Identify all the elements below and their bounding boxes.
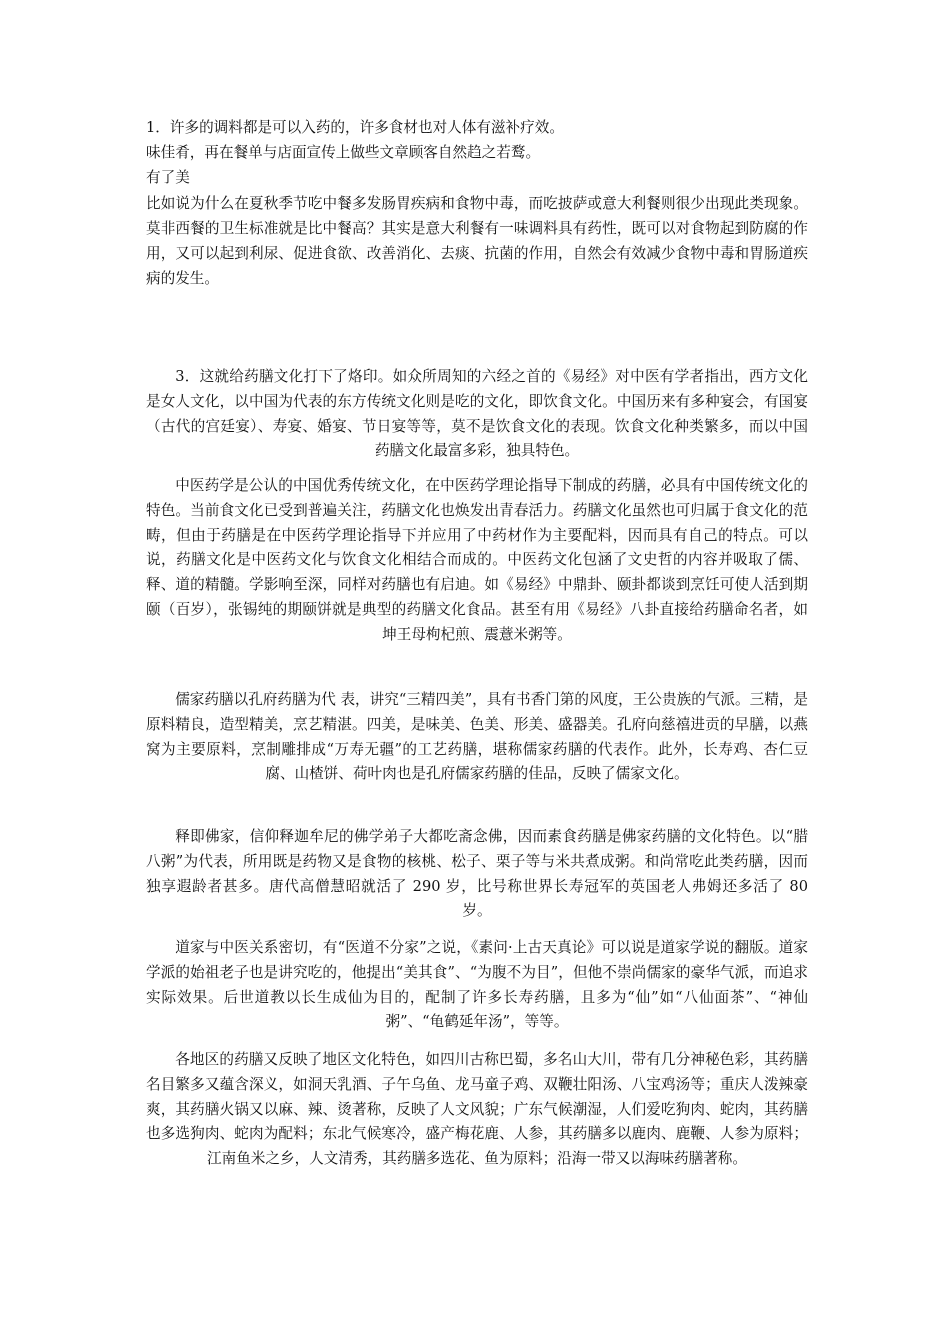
intro-line-1: 1．许多的调料都是可以入药的，许多食材也对人体有滋补疗效。: [146, 119, 564, 136]
paragraph-confucian: 儒家药膳以孔府药膳为代 表，讲究“三精四美”，具有书香门第的风度，王公贵族的气派。三精，是原料精良，造型精美，烹艺精湛。四美，是味美、色美、形美、盛器美。孔府向慈禧进贡的早膳，以燕窝为主要原料，烹制雕排成“万寿无疆”的工艺药膳，堪称儒家药膳的代表作。此外，长寿鸡、杏仁豆腐、山楂饼、荷叶肉也是孔府儒家药膳的佳品，反映了儒家文化。: [146, 691, 808, 783]
paragraph-tcm-culture: 中医药学是公认的中国优秀传统文化，在中医药学理论指导下制成的药膳，必具有中国传统文化的特色。当前食文化已受到普遍关注，药膳文化也焕发出青春活力。药膳文化虽然也可归属于食文化的范畴，但由于药膳是在中医药学理论指导下并应用了中药材作为主要配料，因而具有自己的特点。可以说，药膳文化是中医药文化与饮食文化相结合而成的。中医药文化包涵了文史哲的内容并吸取了儒、释、道的精髓。学影响至深，同样对药膳也有启迪。如《易经》中鼎卦、颐卦都谈到烹饪可使人活到期颐（百岁），张锡纯的期颐饼就是典型的药膳文化食品。甚至有用《易经》八卦直接给药膳命名者，如坤王母枸杞煎、震薏米粥等。: [146, 477, 808, 643]
paragraph-regional: 各地区的药膳又反映了地区文化特色，如四川古称巴蜀，多名山大川，带有几分神秘色彩，其药膳名目繁多又蕴含深义，如洞天乳酒、子午乌鱼、龙马童子鸡、双鞭壮阳汤、八宝鸡汤等；重庆人泼辣豪爽，其药膳火锅又以麻、辣、烫著称，反映了人文风貌；广东气候潮湿，人们爱吃狗肉、蛇肉，其药膳也多选狗肉、蛇肉为配料；东北气候寒冷，盛产梅花鹿、人参，其药膳多以鹿肉、鹿鞭、人参为原料；江南鱼米之乡，人文清秀，其药膳多选花、鱼为原料；沿海一带又以海味药膳著称。: [146, 1051, 808, 1168]
paragraph-taoist: 道家与中医关系密切，有“医道不分家”之说，《素问·上古天真论》可以说是道家学说的翻版。道家学派的始祖老子也是讲究吃的，他提出“美其食”、“为腹不为目”，但他不崇尚儒家的豪华气派，而追求实际效果。后世道教以长生成仙为目的，配制了许多长寿药膳，且多为“仙”如“八仙面茶”、“神仙粥”、“龟鹤延年汤”，等等。: [146, 939, 808, 1031]
intro-line-2: 味佳肴，再在餐单与店面宣传上做些文章顾客自然趋之若鹜。: [146, 144, 541, 162]
intro-paragraph: 比如说为什么在夏秋季节吃中餐多发肠胃疾病和食物中毒，而吃披萨或意大利餐则很少出现此类现象。莫非西餐的卫生标准就是比中餐高？其实是意大利餐有一味调料具有药性，既可以对食物起到防腐的作用，又可以起到利尿、促进食欲、改善消化、去痰、抗菌的作用，自然会有效减少食物中毒和胃肠道疾病的发生。: [146, 194, 808, 288]
paragraph-3: 3．这就给药膳文化打下了烙印。如众所周知的六经之首的《易经》对中医有学者指出，西方文化是女人文化，以中国为代表的东方传统文化则是吃的文化，即饮食文化。中国历来有多种宴会，有国宴（古代的宫廷宴）、寿宴、婚宴、节日宴等等，莫不是饮食文化的表现。饮食文化种类繁多，而以中国药膳文化最富多彩，独具特色。: [146, 368, 808, 460]
intro-line-3: 有了美: [146, 169, 190, 187]
intro-section: [146, 115, 808, 291]
paragraph-buddhist: 释即佛家，信仰释迦牟尼的佛学弟子大都吃斋念佛，因而素食药膳是佛家药膳的文化特色。以“腊八粥”为代表，所用既是药物又是食物的核桃、松子、栗子等与米共煮成粥。和尚常吃此类药膳，因而独享遐龄者甚多。唐代高僧慧昭就活了 290 岁，比号称世界长寿冠军的英国老人弗姆还多活了 80 岁。: [146, 828, 808, 920]
